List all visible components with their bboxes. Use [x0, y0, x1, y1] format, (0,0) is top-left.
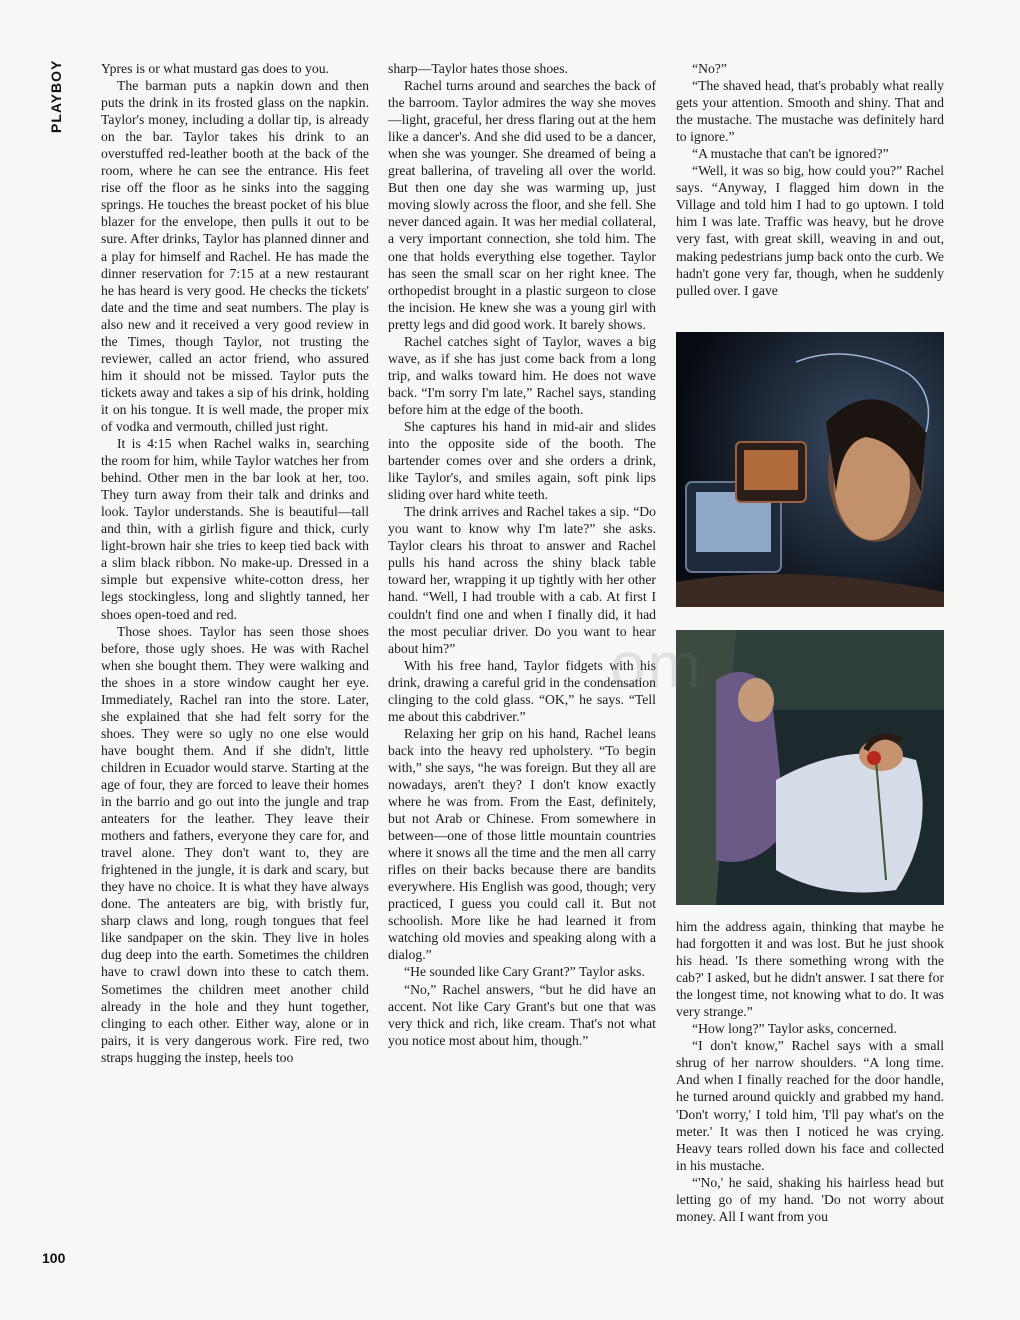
paragraph: him the address again, thinking that maybe he had forgotten it and was lost. But he just shook his head. 'Is there something wrong with the cab?' I asked, but he didn't answer. I sat there for the longest time, not knowing what to do. It was very strange.”: [676, 919, 944, 1020]
paragraph: The barman puts a napkin down and then puts the drink in its frosted glass on the napkin. Taylor's money, including a dollar tip, is already on the bar. Taylor takes his drink to an overstuffed red-leather booth at the back of the room, where he can see the entrance. His feet rise off the floor as he sinks into the sagging springs. He touches the breast pocket of his blue blazer for the envelope, then pulls it out to be sure. After drinks, Taylor has planned dinner and a play for himself and Rachel. He has made the dinner reservation for 7:15 at a new restaurant he has heard is very good. He checks the tickets' date and the time and seat numbers. The play is also new and it received a very good review in the Times, though Taylor, not trusting the reviewer, called an actor friend, who assured him it should not be missed. Taylor puts the tickets away and takes a sip of his drink, holding it on his tongue. It is well made, the proper mix of vodka and vermouth, chilled just right.: [101, 78, 369, 434]
paragraph: “No,” Rachel answers, “but he did have an accent. Not like Cary Grant's but one that was very thick and rich, like cream. That's not what you notice most about him, though.”: [388, 981, 656, 1048]
illustration-woman-with-televisions: [676, 332, 944, 607]
paragraph: She captures his hand in mid-air and slides into the opposite side of the booth. The bartender comes over and she orders a drink, like Taylor's, and smiles again, soft pink lips sliding over hard white teeth.: [388, 418, 656, 503]
paragraph: “The shaved head, that's probably what really gets your attention. Smooth and shiny. That and the mustache. The mustache was definitely hard to ignore.”: [676, 78, 944, 145]
text-column-1: [101, 60, 369, 1066]
paragraph: With his free hand, Taylor fidgets with his drink, drawing a careful grid in the condensation clinging to the cold glass. “OK,” he says. “Tell me about this cabdriver.”: [388, 657, 656, 724]
paragraph: Rachel turns around and searches the back of the barroom. Taylor admires the way she moves—light, graceful, her dress flaring out at the hem like a dancer's. And she did used to be a dancer, when she was younger. She dreamed of being a great ballerina, of traveling all over the world. But then one day she was warming up, just moving slowly across the floor, and she fell. She never danced again. It was her medial collateral, a very important connection, she told him. The one that holds everything else together. Taylor has seen the small scar on her right knee. The orthopedist brought in a plastic surgeon to close the incision. He knew she was a young girl with pretty legs and did good work. It barely shows.: [388, 78, 656, 332]
paragraph: Relaxing her grip on his hand, Rachel leans back into the heavy red upholstery. “To begin with,” she says, “he was foreign. But they all are nowadays, aren't they? I don't know exactly where he was from. From the East, definitely, but not Arab or Chinese. From somewhere in between—one of those little mountain countries where it snows all the time and the men all carry rifles on their backs because there are bandits everywhere. His English was good, though; very practiced, I guess you could call it. But not schoolish. More like he had learned it from watching old movies and speaking along with a dialog.”: [388, 725, 656, 963]
text-column-3-bottom: [676, 918, 944, 1225]
magazine-side-label: PLAYBOY: [48, 60, 64, 134]
paragraph: The drink arrives and Rachel takes a sip. “Do you want to know why I'm late?” she asks. Taylor clears his throat to answer and Rachel pulls his hand across the shiny black table toward her, wrapping it up tightly with her other hand. “Well, I had trouble with a cab. At first I couldn't find one and when I finally did, it had the most peculiar driver. Do you want to hear about him?”: [388, 504, 656, 656]
paragraph: It is 4:15 when Rachel walks in, searching the room for him, while Taylor watches her from behind. Other men in the bar look at her, too. They turn away from their talk and drinks and look. Taylor understands. She is beautiful—tall and thin, with a girlish figure and thick, curly light-brown hair she tries to keep tied back with a slim black ribbon. No make-up. Dressed in a simple but expensive white-cotton dress, her legs stockingless, long and slightly tanned, her shoes open-toed and red.: [101, 436, 369, 622]
paragraph: Those shoes. Taylor has seen those shoes before, those ugly shoes. He was with Rachel when she bought them. They were walking and the shoes in a store window caught her eye. Immediately, Rachel ran into the store. Later, she explained that she had felt sorry for the shoes. They were so ugly no one else would have bought them. And if she didn't, little children in Ecuador would starve. Starting at the age of four, they are forced to leave their homes in the barrio and go out into the jungle and trap anteaters for the leather. They leave their mothers and fathers, everyone they care for, and travel alone. They don't want to, they are frightened in the jungle, it is dark and scary, but they have no choice. It is what they have always done. The anteaters are big, with bristly fur, sharp claws and long, rough tongues that feel like sandpaper on the skin. They live in holes dug deep into the earth. Sometimes the children have to crawl down into these to catch them. Sometimes the children meet another child already in the hole and they hunt together, clinging to each other. Either way, alone or in pairs, it is very dangerous work. Fire red, two straps hugging the instep, heels too: [101, 623, 369, 1065]
paragraph: sharp—Taylor hates those shoes.: [388, 61, 568, 76]
paragraph: “Well, it was so big, how could you?” Rachel says. “Anyway, I flagged him down in the Village and told him I had to go uptown. I told him I was late. Traffic was heavy, but he drove very fast, with great skill, weaving in and out, making pedestrians jump back onto the curb. We hadn't gone very far, though, when he suddenly pulled over. I gave: [676, 163, 944, 298]
illustration-couple-with-rose: [676, 630, 944, 905]
illustration-2-art: [676, 630, 944, 905]
paragraph: “I don't know,” Rachel says with a small shrug of her narrow shoulders. “A long time. And when I finally reached for the door handle, he turned around quickly and grabbed my hand. 'Don't worry,' I told him, 'I'll pay what's on the meter.' It was then I noticed he was crying. Heavy tears rolled down his face and collected in his mustache.: [676, 1038, 944, 1173]
watermark-text: om: [610, 629, 703, 701]
paragraph: Ypres is or what mustard gas does to you.: [101, 61, 329, 76]
paragraph: “He sounded like Cary Grant?” Taylor asks.: [404, 964, 645, 980]
page-number: 100: [42, 1250, 66, 1266]
paragraph: “No?”: [692, 61, 727, 76]
paragraph: “A mustache that can't be ignored?”: [692, 146, 889, 162]
text-column-2: [388, 60, 656, 1049]
paragraph: “How long?” Taylor asks, concerned.: [692, 1021, 897, 1037]
illustration-1-art: [676, 332, 944, 607]
paragraph: Rachel catches sight of Taylor, waves a big wave, as if she has just come back from a long trip, and walks toward him. He does not wave back. “I'm sorry I'm late,” Rachel says, standing before him at the edge of the booth.: [388, 333, 656, 417]
paragraph: “'No,' he said, shaking his hairless head but letting go of my hand. 'Do not worry about money. All I want from you: [676, 1174, 944, 1224]
text-column-3-top: [676, 60, 944, 299]
